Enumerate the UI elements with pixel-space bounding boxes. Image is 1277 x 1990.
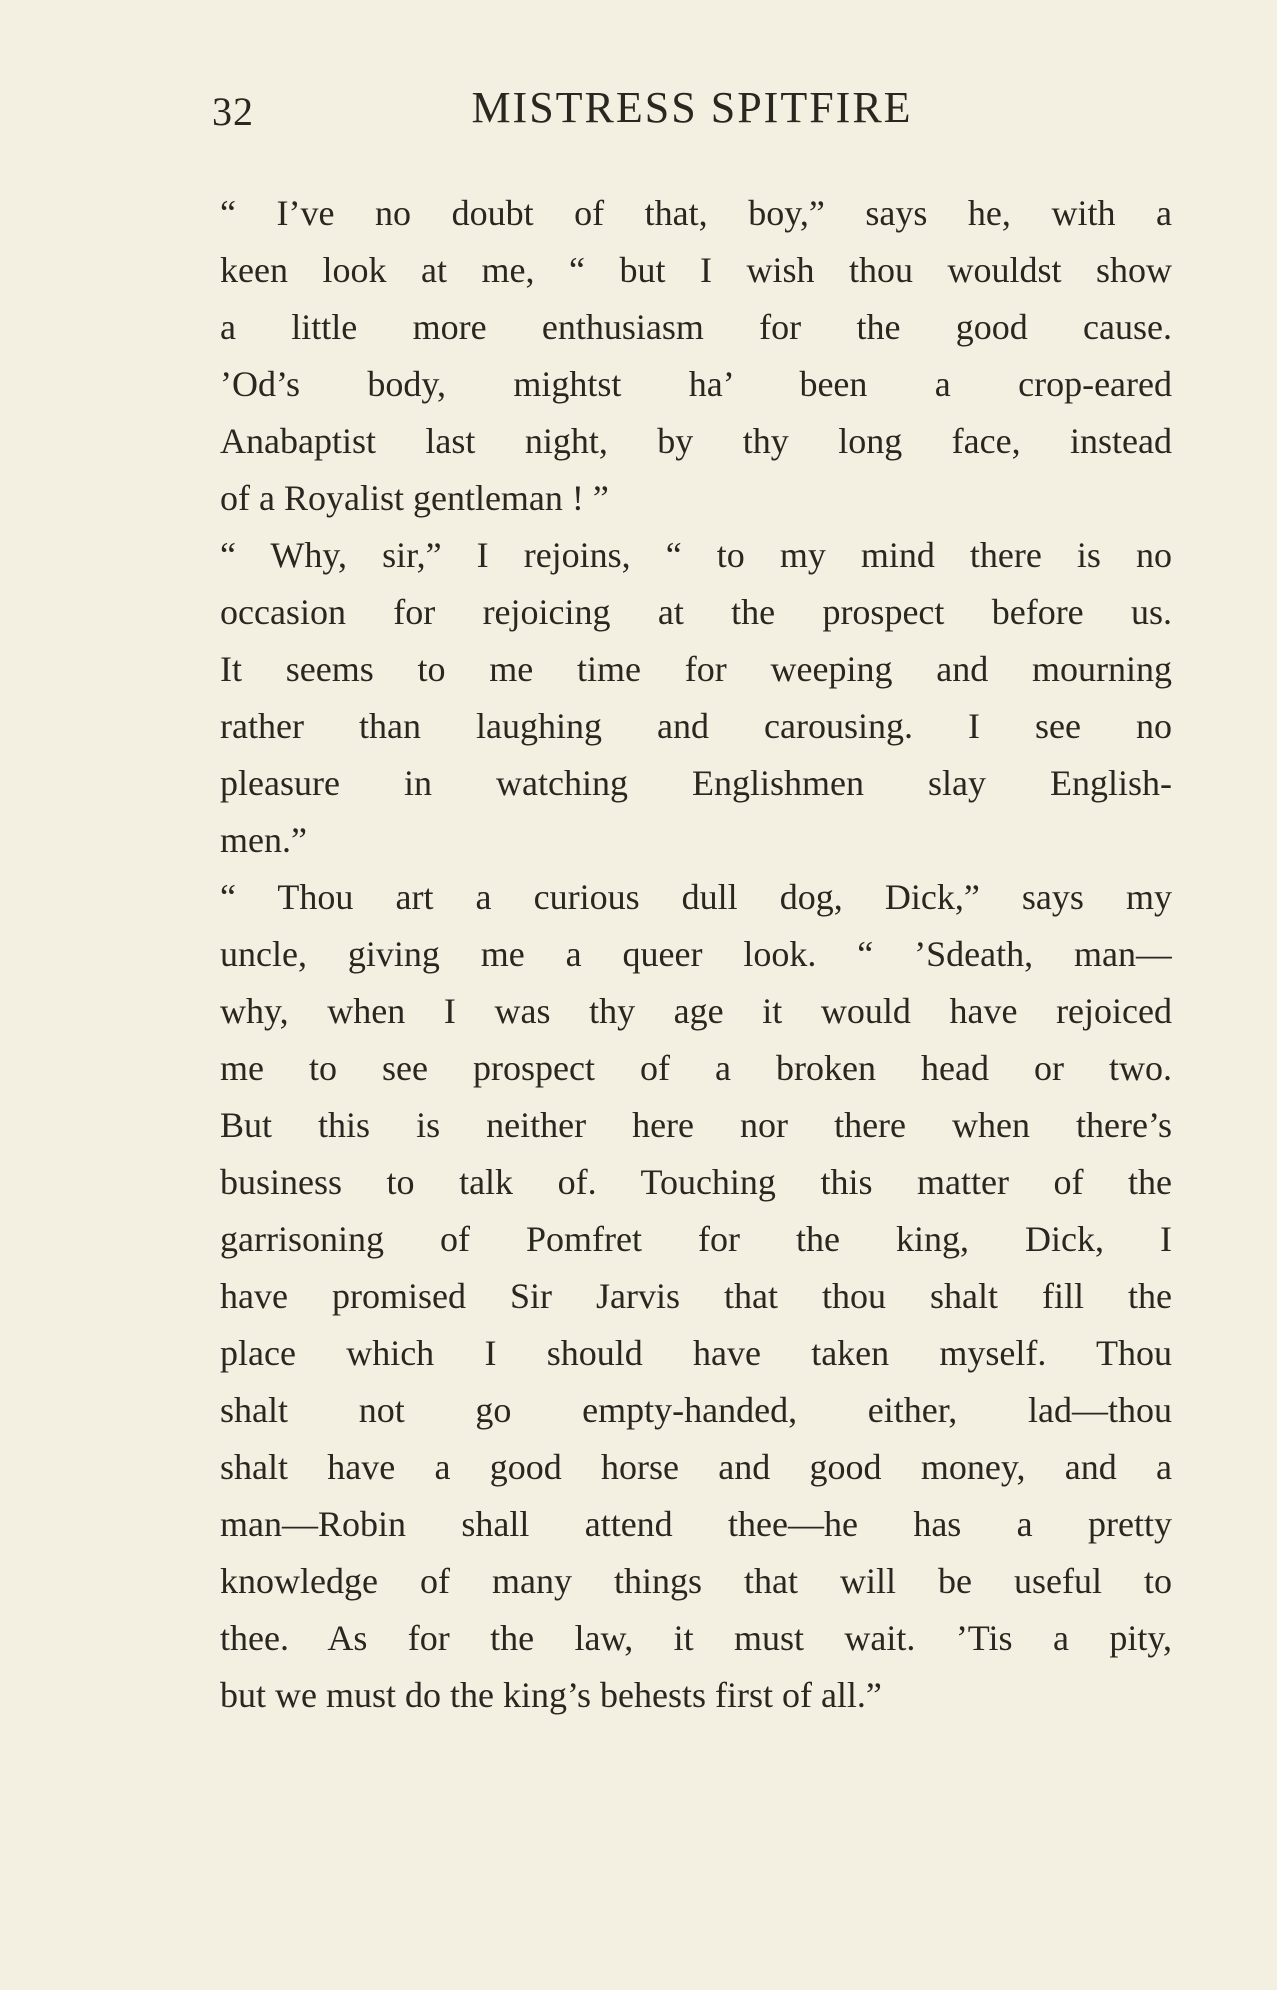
text-line: but we must do the king’s behests first of all.” (220, 1675, 882, 1715)
text-line: keen look at me, “ but I wish thou wouldst show (220, 250, 1172, 290)
text-line: “ Thou art a curious dull dog, Dick,” says my (220, 877, 1172, 917)
text-line: pleasure in watching Englishmen slay English- (220, 763, 1172, 803)
text-line: man—Robin shall attend thee—he has a pretty (220, 1504, 1172, 1544)
text-line: rather than laughing and carousing. I see no (220, 706, 1172, 746)
text-line: “ Why, sir,” I rejoins, “ to my mind there is no (220, 535, 1172, 575)
text-line: garrisoning of Pomfret for the king, Dick, I (220, 1219, 1172, 1259)
text-line: “ I’ve no doubt of that, boy,” says he, with a (220, 193, 1172, 233)
text-line: thee. As for the law, it must wait. ’Tis a pity, (220, 1618, 1172, 1658)
text-line: me to see prospect of a broken head or two. (220, 1048, 1172, 1088)
text-line: ’Od’s body, mightst ha’ been a crop-eared (220, 364, 1172, 404)
text-line: Anabaptist last night, by thy long face, instead (220, 421, 1172, 461)
page-number: 32 (212, 89, 254, 134)
text-line: But this is neither here nor there when there’s (220, 1105, 1172, 1145)
text-line: It seems to me time for weeping and mourning (220, 649, 1172, 689)
book-title: MISTRESS SPITFIRE (471, 83, 913, 132)
text-line: shalt have a good horse and good money, and a (220, 1447, 1172, 1487)
text-line: men.” (220, 820, 307, 860)
text-line: uncle, giving me a queer look. “ ’Sdeath, man— (220, 934, 1172, 974)
text-line: business to talk of. Touching this matter of the (220, 1162, 1172, 1202)
text-line: a little more enthusiasm for the good cause. (220, 307, 1172, 347)
text-line: have promised Sir Jarvis that thou shalt fill the (220, 1276, 1172, 1316)
body-text (220, 185, 1172, 1724)
text-line: shalt not go empty-handed, either, lad—thou (220, 1390, 1172, 1430)
text-line: why, when I was thy age it would have rejoiced (220, 991, 1172, 1031)
running-head (212, 82, 1172, 142)
text-line: of a Royalist gentleman ! ” (220, 478, 609, 518)
text-line: knowledge of many things that will be useful to (220, 1561, 1172, 1601)
text-line: place which I should have taken myself. Thou (220, 1333, 1172, 1373)
text-line: occasion for rejoicing at the prospect before us. (220, 592, 1172, 632)
